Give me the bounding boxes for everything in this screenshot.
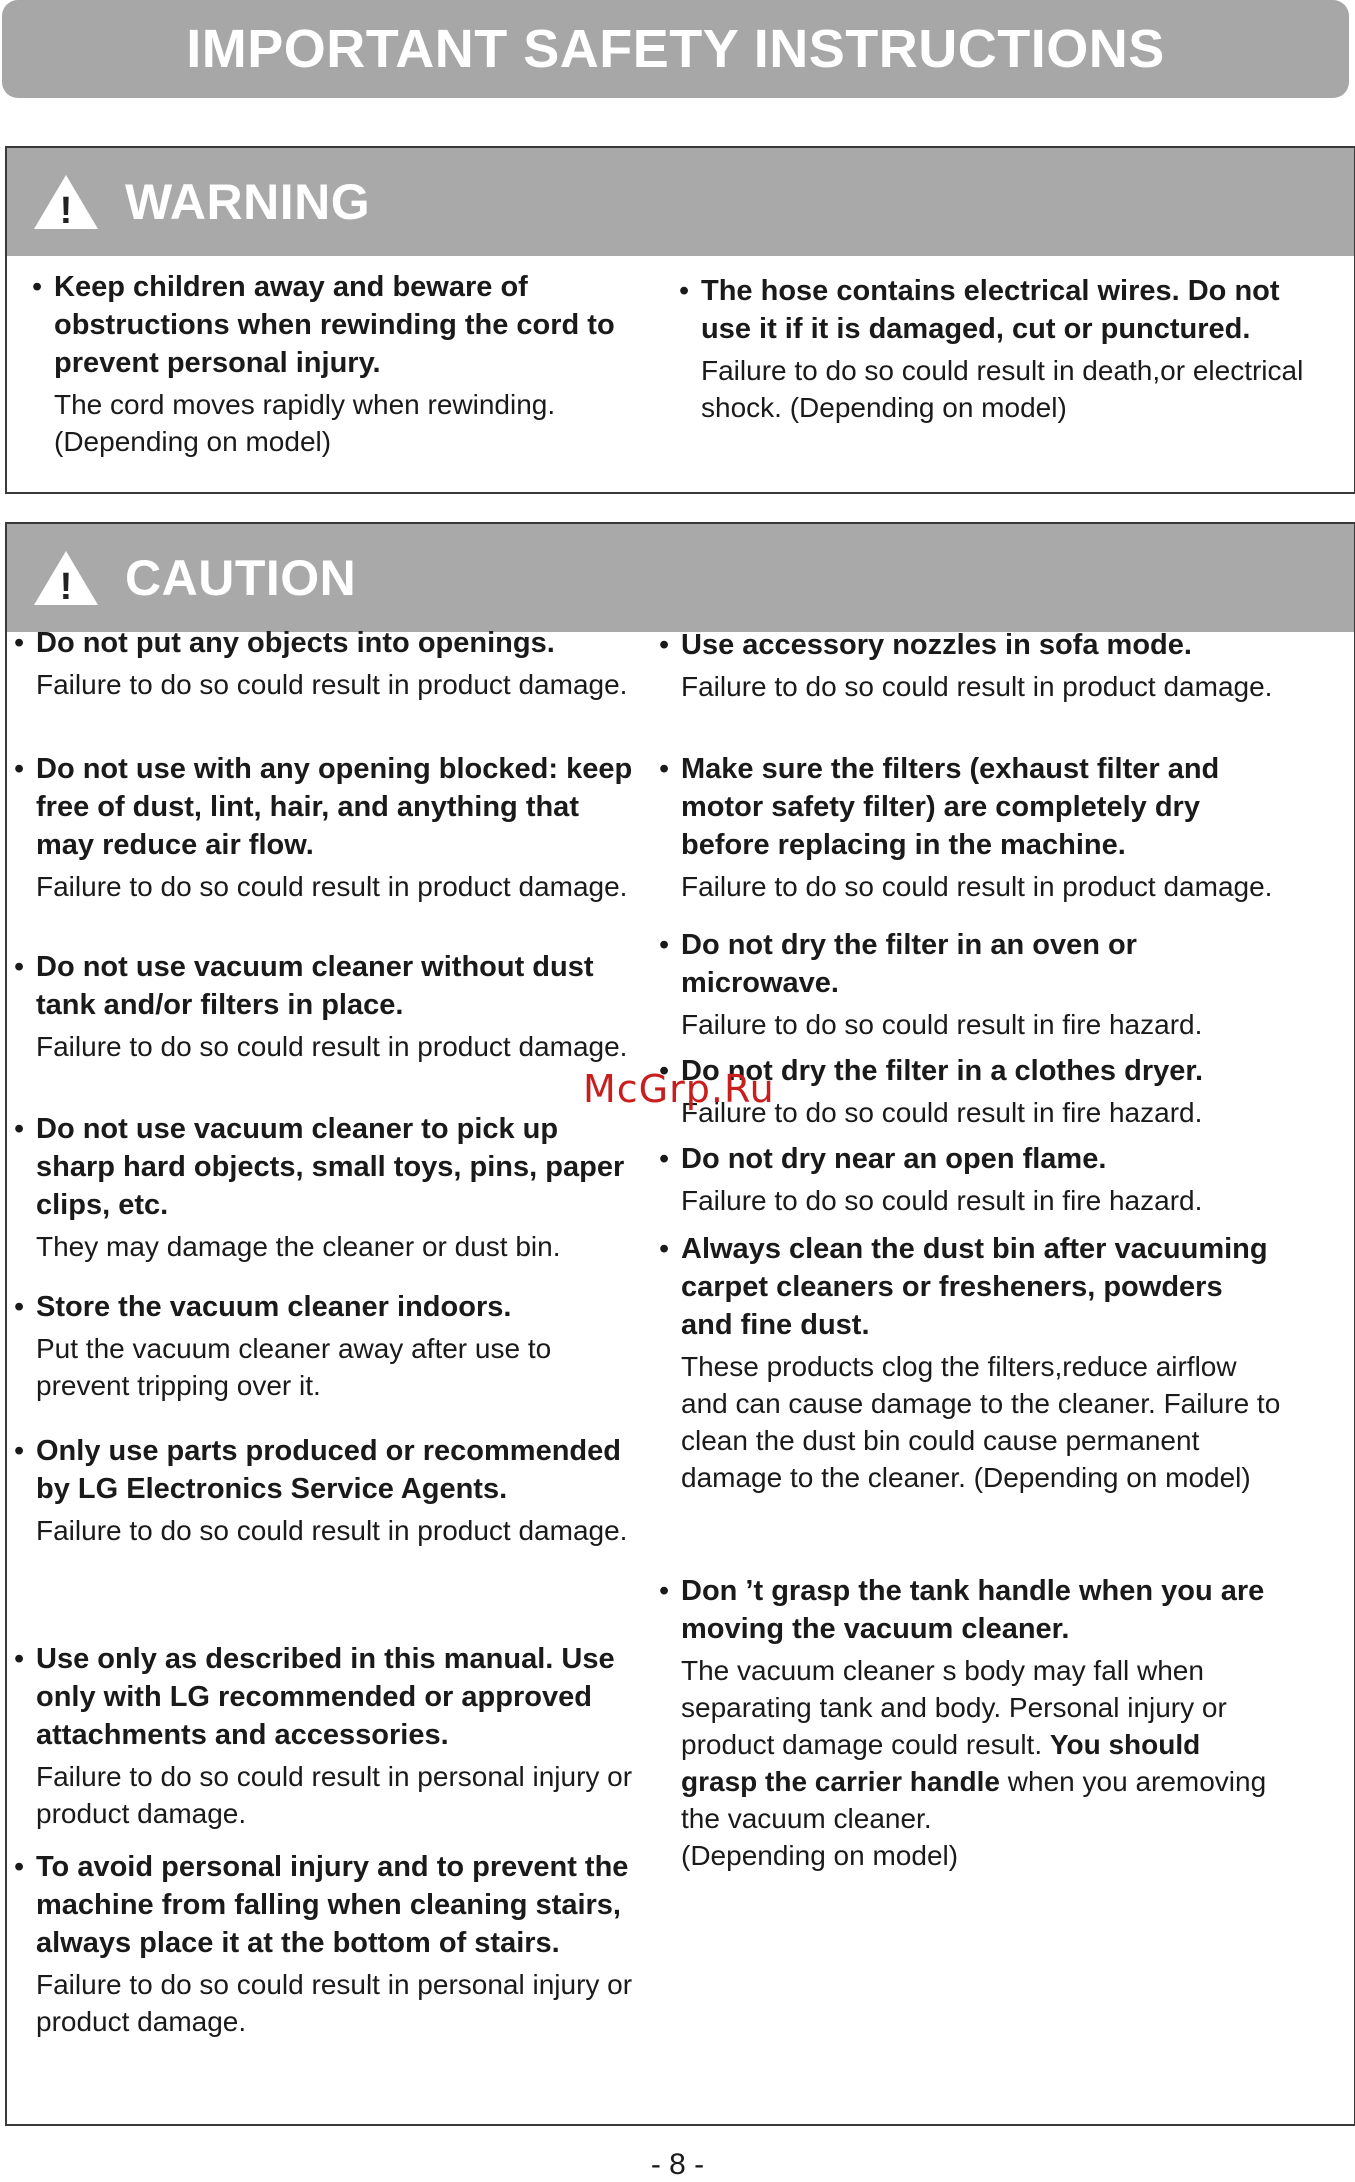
svg-text:!: ! — [59, 190, 73, 232]
caution-item — [659, 926, 1281, 1043]
item-text: They may damage the cleaner or dust bin. — [36, 1231, 561, 1262]
item-bold-text: • Keep children away and beware of obstructions when rewinding the cord to prevent personal injury. — [54, 271, 615, 379]
item-text: Failure to do so could result in personal injury or product damage. — [36, 1761, 633, 1829]
caution-item — [659, 1230, 1281, 1496]
item-bold-text: • Store the vacuum cleaner indoors. — [36, 1291, 512, 1323]
item-text: Failure to do so could result in product damage. — [681, 871, 1273, 902]
item-bold-text: • Do not dry near an open flame. — [681, 1143, 1107, 1175]
caution-item — [659, 1140, 1281, 1219]
item-bold-text: • Do not put any objects into openings. — [36, 627, 555, 659]
item-bold-text: • The hose contains electrical wires. Do not use it if it is damaged, cut or punctured. — [701, 275, 1280, 345]
svg-text:!: ! — [59, 566, 73, 608]
warning-triangle-icon — [31, 172, 101, 232]
item-text: Failure to do so could result in product damage. — [681, 671, 1273, 702]
item-bold-text: • Always clean the dust bin after vacuuming carpet cleaners or fresheners, powders and fine dust. — [681, 1233, 1268, 1341]
item-bold-text: • Do not use vacuum cleaner without dust tank and/or filters in place. — [36, 951, 594, 1021]
title-bar — [2, 0, 1349, 98]
caution-item — [14, 750, 636, 905]
item-text-part: when you aremoving the vacuum cleaner. — [681, 1766, 1267, 1834]
item-text: Failure to do so could result in death,or electrical shock. (Depending on model) — [701, 355, 1304, 423]
item-text — [681, 1652, 1281, 1874]
item-text: Failure to do so could result in product damage. — [36, 1031, 628, 1062]
item-text: Failure to do so could result in product damage. — [36, 669, 628, 700]
item-text: Failure to do so could result in fire hazard. — [681, 1009, 1203, 1040]
caution-item — [14, 948, 636, 1065]
item-text: Failure to do so could result in fire hazard. — [681, 1185, 1203, 1216]
item-text-part: (Depending on model) — [681, 1840, 959, 1871]
warning-item — [679, 272, 1329, 426]
caution-item — [14, 1848, 636, 2040]
caution-heading: CAUTION — [125, 550, 357, 606]
item-bold-text: • Only use parts produced or recommended by LG Electronics Service Agents. — [36, 1435, 621, 1505]
page-number: - 8 - — [650, 2148, 705, 2181]
warning-box — [5, 146, 1355, 494]
item-bold-text: • Do not use vacuum cleaner to pick up sharp hard objects, small toys, pins, paper clips, etc. — [36, 1113, 625, 1221]
caution-item — [14, 1432, 636, 1549]
item-bold-text: • Do not use with any opening blocked: keep free of dust, lint, hair, and anything that may reduce air flow. — [36, 753, 633, 861]
item-bold-text: • To avoid personal injury and to prevent the machine from falling when cleaning stairs, always place it at the bottom of stairs. — [36, 1851, 629, 1959]
caution-header — [7, 524, 1354, 632]
item-text: The cord moves rapidly when rewinding. (Depending on model) — [54, 389, 556, 457]
item-text: These products clog the filters,reduce airflow and can cause damage to the cleaner. Failure to clean the dust bin could cause permanent damage to the cleaner. (Depending on model) — [681, 1351, 1281, 1493]
caution-item — [659, 626, 1281, 705]
item-text: Put the vacuum cleaner away after use to prevent tripping over it. — [36, 1333, 552, 1401]
caution-item — [14, 1110, 636, 1265]
item-text-emphasis: You should grasp the carrier handle — [681, 1729, 1201, 1797]
caution-item — [14, 1288, 636, 1404]
warning-heading: WARNING — [125, 174, 371, 230]
caution-triangle-icon — [31, 548, 101, 608]
page-title: IMPORTANT SAFETY INSTRUCTIONS — [186, 19, 1165, 79]
item-text: Failure to do so could result in fire hazard. — [681, 1097, 1203, 1128]
caution-box — [5, 522, 1355, 2126]
watermark: McGrp.Ru — [583, 1067, 775, 1111]
caution-item — [659, 750, 1281, 905]
item-bold-text: • Do not dry the filter in an oven or microwave. — [681, 929, 1137, 999]
item-text: Failure to do so could result in product damage. — [36, 871, 628, 902]
item-bold-text: • Use only as described in this manual. Use only with LG recommended or approved attachments and accessories. — [36, 1643, 615, 1751]
warning-header — [7, 148, 1354, 256]
item-bold-text: • Use accessory nozzles in sofa mode. — [681, 629, 1192, 661]
item-text: Failure to do so could result in personal injury or product damage. — [36, 1969, 633, 2037]
caution-item — [14, 1640, 636, 1832]
caution-item — [659, 1572, 1281, 1874]
warning-left-column — [32, 268, 647, 460]
warning-right-column — [679, 272, 1329, 426]
warning-item — [32, 268, 647, 460]
item-bold-text: • Don ’t grasp the tank handle when you are moving the vacuum cleaner. — [681, 1575, 1265, 1645]
caution-item — [14, 624, 636, 703]
item-text-part: The vacuum cleaner s body may fall when separating tank and body. Personal injury or product damage could result. — [681, 1655, 1227, 1760]
item-bold-text: • Make sure the filters (exhaust filter and motor safety filter) are completely dry before replacing in the machine. — [681, 753, 1220, 861]
item-bold-text: • Do not dry the filter in a clothes dryer. — [681, 1055, 1204, 1087]
item-text: Failure to do so could result in product damage. — [36, 1515, 628, 1546]
